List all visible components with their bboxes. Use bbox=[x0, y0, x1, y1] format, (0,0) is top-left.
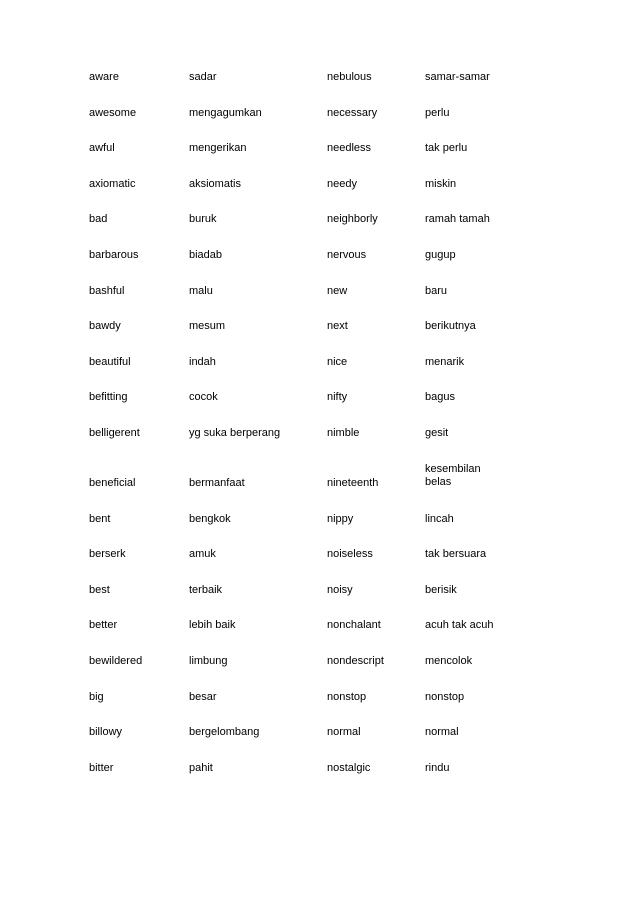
table-row bbox=[89, 584, 507, 620]
english-word: new bbox=[327, 284, 348, 297]
table-row bbox=[89, 107, 507, 143]
table-row bbox=[89, 285, 507, 321]
table-row bbox=[89, 320, 507, 356]
english-word: belligerent bbox=[89, 426, 140, 439]
table-row bbox=[89, 427, 507, 463]
table-row bbox=[89, 726, 507, 762]
indonesian-word: perlu bbox=[425, 106, 450, 119]
english-word: barbarous bbox=[89, 248, 139, 261]
indonesian-word: ramah tamah bbox=[425, 213, 490, 226]
english-word: awful bbox=[89, 142, 115, 155]
table-row bbox=[89, 619, 507, 655]
english-word: beautiful bbox=[89, 355, 131, 368]
indonesian-word: aksiomatis bbox=[189, 177, 241, 190]
indonesian-word: mengagumkan bbox=[189, 106, 262, 119]
english-word: nonstop bbox=[327, 690, 367, 703]
indonesian-word: buruk bbox=[189, 213, 217, 226]
table-row bbox=[89, 548, 507, 584]
english-word: bitter bbox=[89, 761, 114, 774]
english-word: befitting bbox=[89, 391, 128, 404]
indonesian-word: mengerikan bbox=[189, 142, 247, 155]
english-word: big bbox=[89, 690, 104, 703]
indonesian-word: acuh tak acuh bbox=[425, 619, 494, 632]
english-word: berserk bbox=[89, 548, 126, 561]
indonesian-word: bengkok bbox=[189, 512, 231, 525]
english-word: nebulous bbox=[327, 71, 372, 83]
indonesian-word: normal bbox=[425, 726, 459, 739]
table-row bbox=[89, 691, 507, 727]
table-row bbox=[89, 249, 507, 285]
english-word: bewildered bbox=[89, 654, 143, 667]
english-word: nice bbox=[327, 355, 348, 368]
english-word: noisy bbox=[327, 583, 353, 596]
table-row bbox=[89, 463, 507, 513]
indonesian-word: tak bersuara bbox=[425, 548, 487, 561]
english-word: beneficial bbox=[89, 476, 136, 489]
indonesian-word: indah bbox=[189, 355, 216, 368]
english-word: nifty bbox=[327, 391, 348, 404]
english-word: awesome bbox=[89, 106, 137, 119]
table-row bbox=[89, 178, 507, 214]
indonesian-word: malu bbox=[189, 284, 213, 297]
indonesian-word: lebih baik bbox=[189, 619, 236, 632]
vocabulary-table bbox=[89, 71, 507, 797]
english-word: nonchalant bbox=[327, 619, 381, 632]
indonesian-word: menarik bbox=[425, 355, 465, 368]
english-word: next bbox=[327, 320, 348, 333]
table-row bbox=[89, 71, 507, 107]
indonesian-word: yg suka berperang bbox=[189, 426, 281, 439]
indonesian-word: biadab bbox=[189, 248, 223, 261]
english-word: bent bbox=[89, 512, 111, 525]
english-word: noiseless bbox=[327, 548, 373, 561]
indonesian-word: besar bbox=[189, 690, 217, 703]
english-word: nineteenth bbox=[327, 476, 379, 489]
indonesian-word: baru bbox=[425, 284, 448, 297]
indonesian-word: samar-samar bbox=[425, 71, 490, 83]
english-word: best bbox=[89, 583, 110, 596]
indonesian-word: pahit bbox=[189, 761, 213, 774]
indonesian-word: berisik bbox=[425, 583, 457, 596]
table-row bbox=[89, 655, 507, 691]
table-row bbox=[89, 356, 507, 392]
english-word: nimble bbox=[327, 426, 360, 439]
indonesian-word: limbung bbox=[189, 654, 228, 667]
table-row bbox=[89, 213, 507, 249]
indonesian-word: bagus bbox=[425, 391, 455, 404]
indonesian-word: kesembilan belas bbox=[425, 462, 481, 488]
english-word: needless bbox=[327, 142, 372, 155]
table-row bbox=[89, 142, 507, 178]
indonesian-word: sadar bbox=[189, 71, 217, 83]
indonesian-word: miskin bbox=[425, 177, 457, 190]
english-word: billowy bbox=[89, 726, 123, 739]
table-row bbox=[89, 513, 507, 549]
indonesian-word: nonstop bbox=[425, 690, 465, 703]
table-row bbox=[89, 762, 507, 798]
indonesian-word: tak perlu bbox=[425, 142, 468, 155]
indonesian-word: terbaik bbox=[189, 583, 223, 596]
english-word: bashful bbox=[89, 284, 125, 297]
english-word: axiomatic bbox=[89, 177, 136, 190]
indonesian-word: gesit bbox=[425, 426, 449, 439]
english-word: nondescript bbox=[327, 654, 384, 667]
indonesian-word: rindu bbox=[425, 761, 450, 774]
english-word: neighborly bbox=[327, 213, 378, 226]
indonesian-word: cocok bbox=[189, 391, 218, 404]
indonesian-word: mencolok bbox=[425, 654, 473, 667]
indonesian-word: berikutnya bbox=[425, 320, 476, 333]
english-word: bawdy bbox=[89, 320, 121, 333]
indonesian-word: amuk bbox=[189, 548, 216, 561]
indonesian-word: bergelombang bbox=[189, 726, 260, 739]
indonesian-word: mesum bbox=[189, 320, 226, 333]
indonesian-word: lincah bbox=[425, 512, 454, 525]
english-word: better bbox=[89, 619, 118, 632]
table-row bbox=[89, 391, 507, 427]
english-word: nervous bbox=[327, 248, 367, 261]
english-word: nippy bbox=[327, 512, 354, 525]
indonesian-word: bermanfaat bbox=[189, 476, 245, 489]
english-word: necessary bbox=[327, 106, 378, 119]
english-word: normal bbox=[327, 726, 361, 739]
english-word: nostalgic bbox=[327, 761, 371, 774]
english-word: aware bbox=[89, 71, 119, 83]
english-word: bad bbox=[89, 213, 108, 226]
indonesian-word: gugup bbox=[425, 248, 456, 261]
english-word: needy bbox=[327, 177, 357, 190]
